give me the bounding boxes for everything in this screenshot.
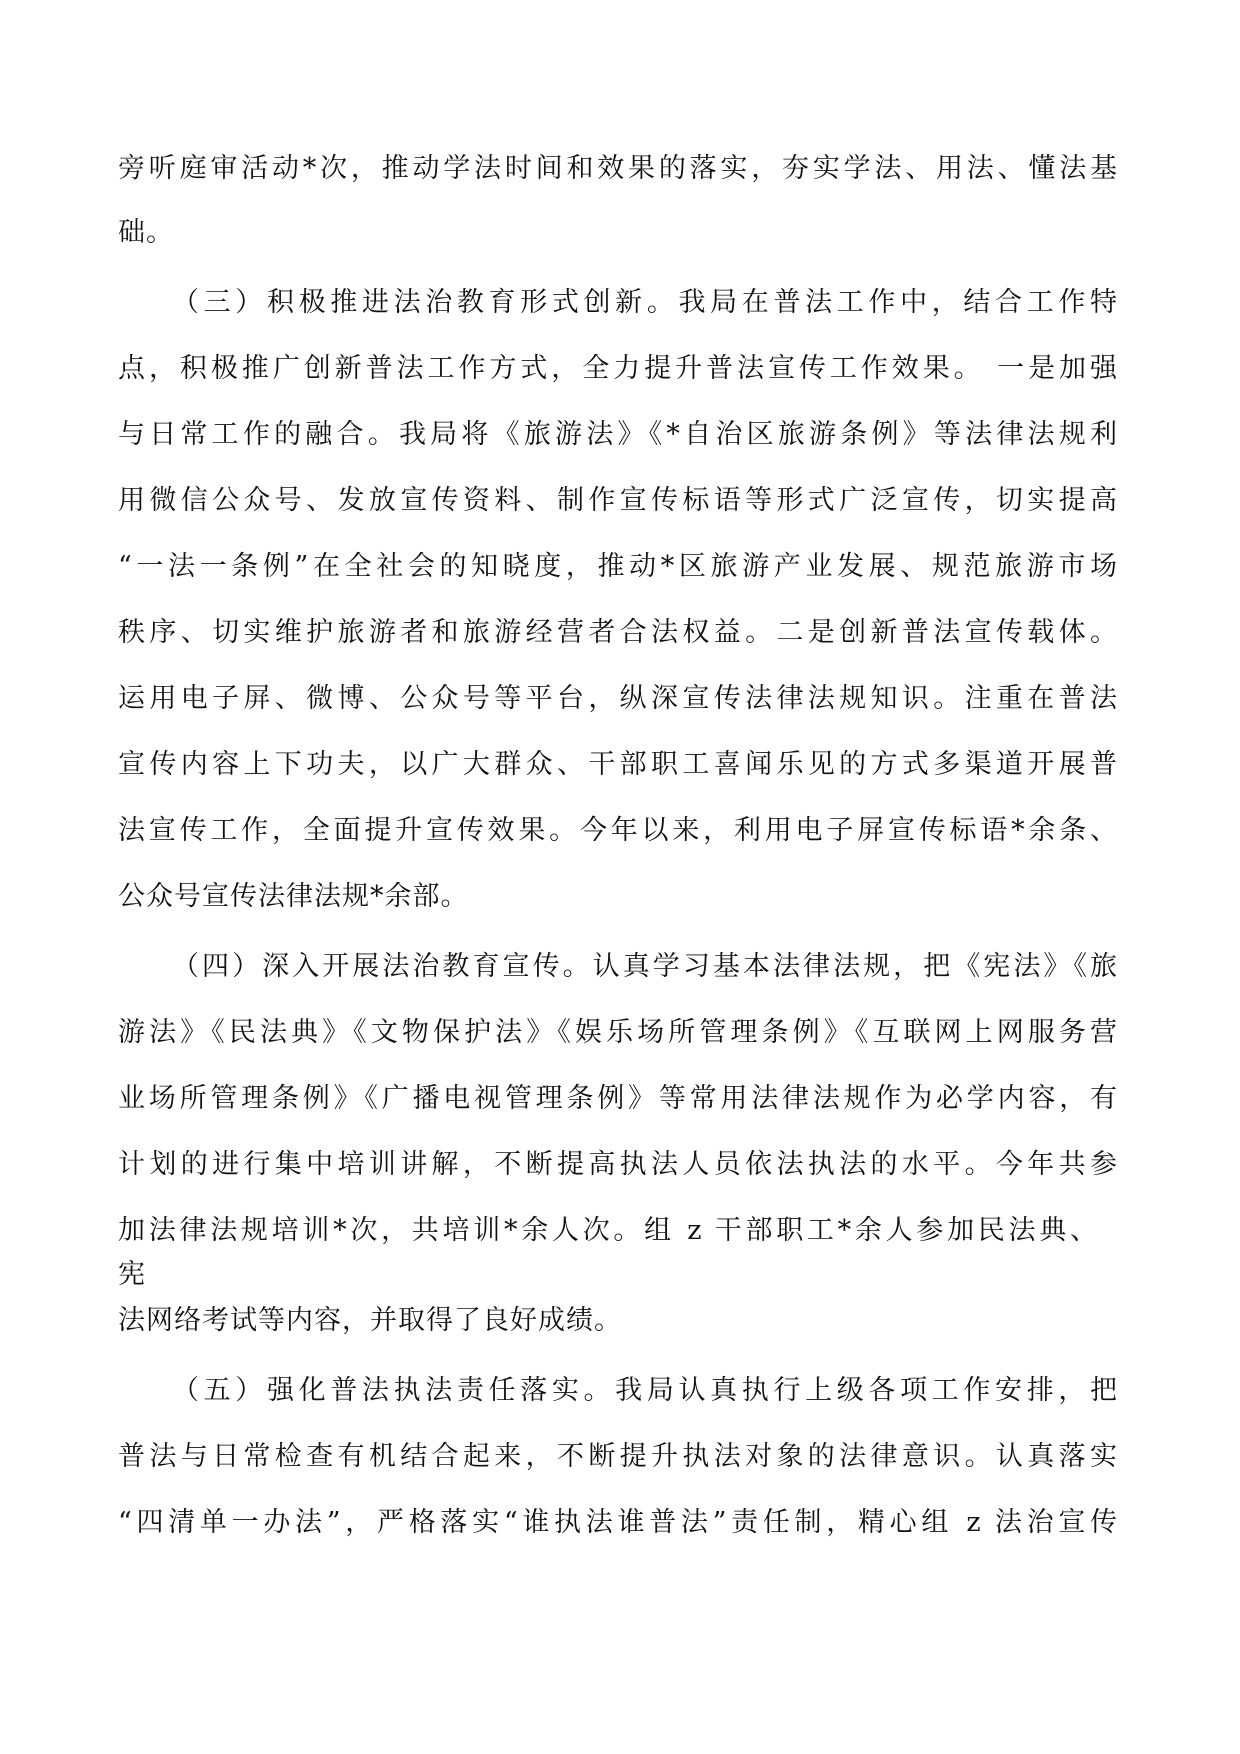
- text-line: 宣传内容上下功夫，以广大群众、干部职工喜闻乐见的方式多渠道开展普: [118, 749, 1118, 780]
- text-line: 秩序、切实维护旅游者和旅游经营者合法权益。二是创新普法宣传载体。: [118, 617, 1118, 648]
- text-line: “四清单一办法”，严格落实“谁执法谁普法”责任制，精心组 z 法治宣传: [118, 1507, 1118, 1538]
- text-line: 宪: [118, 1259, 146, 1290]
- text-line: 础。: [118, 217, 174, 248]
- text-line: 加法律法规培训*次，共培训*余人次。组 z 干部职工*余人参加民法典、: [118, 1215, 1098, 1246]
- text-line: 点，积极推广创新普法工作方式，全力提升普法宣传工作效果。 一是加强: [118, 353, 1118, 384]
- text-line: 运用电子屏、微博、公众号等平台，纵深宣传法律法规知识。注重在普法: [118, 683, 1118, 714]
- text-line: （五）强化普法执法责任落实。我局认真执行上级各项工作安排，把: [172, 1375, 1118, 1406]
- text-line: 法宣传工作，全面提升宣传效果。今年以来，利用电子屏宣传标语*余条、: [118, 815, 1118, 846]
- text-line: “一法一条例”在全社会的知晓度，推动*区旅游产业发展、规范旅游市场: [118, 551, 1118, 582]
- text-line: 业场所管理条例》《广播电视管理条例》等常用法律法规作为必学内容，有: [118, 1083, 1118, 1114]
- text-line: （四）深入开展法治教育宣传。认真学习基本法律法规，把《宪法》《旅: [172, 951, 1118, 982]
- text-line: 计划的进行集中培训讲解，不断提高执法人员依法执法的水平。今年共参: [118, 1149, 1118, 1180]
- text-line: 法网络考试等内容，并取得了良好成绩。: [118, 1305, 622, 1336]
- text-line: 公众号宣传法律法规*余部。: [118, 881, 469, 912]
- text-line: 旁听庭审活动*次，推动学法时间和效果的落实，夯实学法、用法、懂法基: [118, 153, 1118, 184]
- text-line: 普法与日常检查有机结合起来，不断提升执法对象的法律意识。认真落实: [118, 1441, 1118, 1472]
- text-line: 用微信公众号、发放宣传资料、制作宣传标语等形式广泛宣传，切实提高: [118, 485, 1118, 516]
- text-line: 与日常工作的融合。我局将《旅游法》《*自治区旅游条例》等法律法规利: [118, 419, 1118, 450]
- text-line: 游法》《民法典》《文物保护法》《娱乐场所管理条例》《互联网上网服务营: [118, 1017, 1118, 1048]
- text-line: （三）积极推进法治教育形式创新。我局在普法工作中，结合工作特: [172, 287, 1118, 318]
